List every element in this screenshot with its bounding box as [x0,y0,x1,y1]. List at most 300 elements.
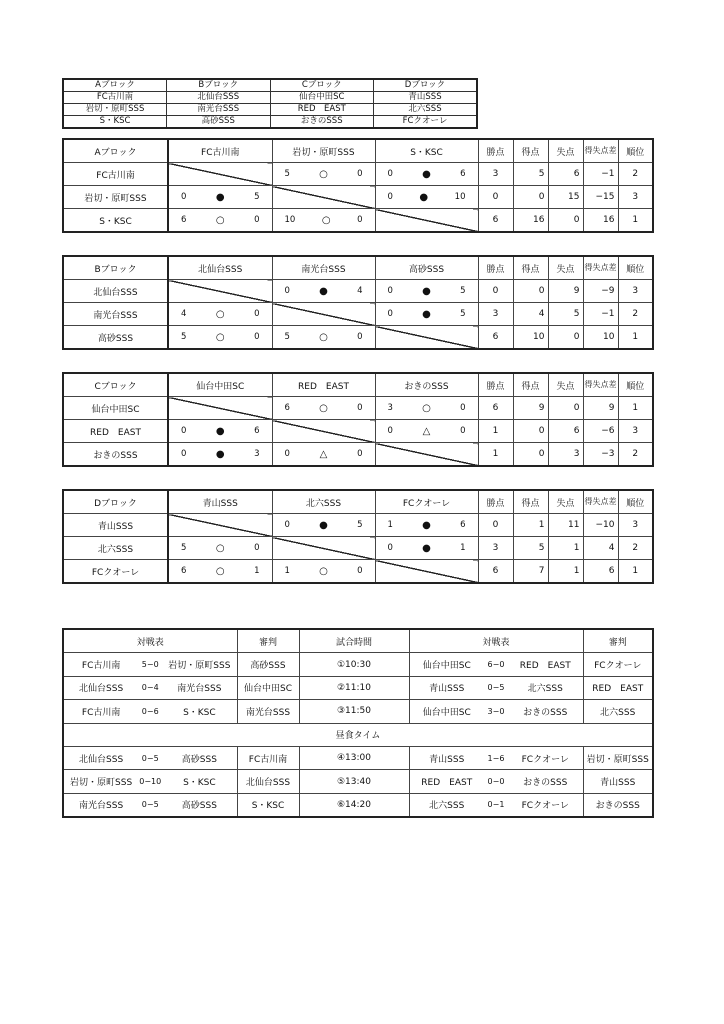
match [410,798,583,811]
result [169,192,272,203]
referee: 高砂SSS [237,653,299,676]
score-against: 0 [254,309,260,319]
opponent-header: 高砂SSS [375,256,478,280]
lunch-break: 昼食タイム [63,723,653,746]
referee: RED EAST [583,676,653,699]
result-cell [375,303,478,326]
away-team: おきのSSS [523,707,568,718]
score-against: 3 [254,449,260,459]
rank: 3 [618,280,653,303]
stat-header-1: 得点 [513,373,548,397]
points: 0 [478,514,513,537]
stat-header-2: 失点 [548,139,583,163]
match [64,752,237,765]
opponent-header: 北仙台SSS [168,256,272,280]
goals-against: 15 [548,186,583,209]
schedule-header-row [63,629,653,653]
score-against: 5 [460,286,466,296]
result-cell [375,537,478,560]
team-name: 南光台SSS [63,303,168,326]
referee: 岩切・原町SSS [583,746,653,769]
block-team: 南光台SSS [167,104,271,116]
away-team: FCクオーレ [521,801,569,812]
team-row [63,186,653,209]
opponent-header: FCクオーレ [375,490,478,514]
team-name: 北仙台SSS [63,280,168,303]
result [273,169,375,180]
match-score: 1−6 [487,753,505,763]
referee: 北仙台SSS [237,770,299,793]
result-cell [272,163,375,186]
match-time: ①10:30 [299,653,409,676]
block-name: Aブロック [63,139,168,163]
score-for: 3 [387,403,393,413]
result-symbol: △ [422,425,431,437]
home-team: FC古川南 [81,707,121,718]
standings-header-row [63,373,653,397]
result-symbol: ○ [321,214,331,226]
stat-header-2: 失点 [548,256,583,280]
score-for: 0 [387,309,393,319]
result-symbol: △ [319,448,328,460]
result-cell [168,420,272,443]
match-cell [63,653,237,676]
rank: 1 [618,397,653,420]
result-symbol: ○ [215,308,225,320]
block-header-row [63,79,477,92]
score-against: 4 [357,286,363,296]
block-row [63,92,477,104]
rank: 1 [618,326,653,350]
result [376,543,478,554]
score-for: 0 [387,426,393,436]
block-team: 岩切・原町SSS [63,104,167,116]
score-against: 1 [254,566,260,576]
goals-for: 5 [513,163,548,186]
match [64,681,237,694]
result-cell [168,443,272,467]
score-for: 5 [284,169,290,179]
away-team: 高砂SSS [181,754,217,765]
block-header: Cブロック [270,79,374,92]
result-cell [168,209,272,233]
goals-against: 6 [548,420,583,443]
goals-for: 0 [513,280,548,303]
stat-header-0: 勝点 [478,373,513,397]
stat-header-1: 得点 [513,490,548,514]
match-cell [63,676,237,699]
team-row [63,420,653,443]
home-team: 青山SSS [429,754,465,765]
block-team: RED EAST [270,104,374,116]
match-cell [409,700,583,723]
score-against: 5 [357,520,363,530]
match [410,681,583,694]
result-symbol: ● [419,191,429,203]
match [410,775,583,788]
team-row [63,443,653,467]
referee: 青山SSS [583,770,653,793]
home-team: 青山SSS [429,684,465,695]
home-team: 仙台中田SC [422,707,471,718]
goals-against: 9 [548,280,583,303]
schedule-row [63,676,653,699]
team-row [63,163,653,186]
goals-against: 1 [548,560,583,584]
result-symbol: ○ [319,402,328,414]
stat-header-4: 順位 [618,256,653,280]
goal-difference: 16 [583,209,618,233]
score-for: 6 [181,566,187,576]
match-time: ③11:50 [299,700,409,723]
match-time: ②11:10 [299,676,409,699]
result-symbol: ● [422,308,431,320]
goals-against: 11 [548,514,583,537]
stat-header-2: 失点 [548,373,583,397]
schedule-row [63,793,653,817]
goals-for: 10 [513,326,548,350]
team-name: 北六SSS [63,537,168,560]
score-against: 0 [254,543,260,553]
block-name: Bブロック [63,256,168,280]
stat-header-1: 得点 [513,139,548,163]
result-cell [272,397,375,420]
points: 1 [478,420,513,443]
goals-against: 0 [548,209,583,233]
diagonal-cell [168,163,272,186]
score-against: 0 [357,449,363,459]
match-score: 0−4 [141,683,159,693]
standings-header-row [63,256,653,280]
schedule-row [63,770,653,793]
opponent-header: 北六SSS [272,490,375,514]
rank: 3 [618,186,653,209]
away-team: S・KSC [183,707,216,718]
schedule-header: 審判 [237,629,299,653]
opponent-header: 仙台中田SC [168,373,272,397]
result [169,449,272,460]
match-score: 3−0 [487,706,505,716]
diagonal-cell [375,209,478,233]
result-symbol: ● [319,519,328,531]
team-row [63,537,653,560]
stat-header-1: 得点 [513,256,548,280]
referee: FC古川南 [237,746,299,769]
goal-difference: 4 [583,537,618,560]
goals-for: 4 [513,303,548,326]
team-name: おきのSSS [63,443,168,467]
goals-for: 1 [513,514,548,537]
home-team: 仙台中田SC [422,661,471,672]
result-cell [375,514,478,537]
stat-header-0: 勝点 [478,490,513,514]
score-for: 4 [181,309,187,319]
goals-against: 6 [548,163,583,186]
match-schedule-table [62,628,654,818]
opponent-header: 岩切・原町SSS [272,139,375,163]
team-name: 仙台中田SC [63,397,168,420]
result [273,332,375,343]
score-against: 6 [460,520,466,530]
score-for: 0 [284,286,290,296]
goal-difference: 6 [583,560,618,584]
result-symbol: ● [422,285,431,297]
block-header: Dブロック [374,79,478,92]
goal-difference: −6 [583,420,618,443]
result [376,309,478,320]
score-for: 6 [181,215,187,225]
score-for: 10 [284,215,296,225]
result [273,449,375,460]
result-cell [168,303,272,326]
score-against: 0 [254,215,260,225]
match [410,658,583,671]
result [169,215,272,226]
referee: 南光台SSS [237,700,299,723]
block-row [63,104,477,116]
diagonal-cell [168,514,272,537]
standings-table-c [62,372,654,467]
home-team: 南光台SSS [79,801,124,812]
match-score: 0−5 [141,800,159,810]
result [273,566,375,577]
score-against: 1 [460,543,466,553]
home-team: 北仙台SSS [79,684,124,695]
home-team: 北仙台SSS [79,754,124,765]
home-team: RED EAST [421,778,473,789]
block-team: S・KSC [63,116,167,129]
stat-header-4: 順位 [618,490,653,514]
match-cell [409,770,583,793]
score-for: 1 [284,566,290,576]
score-against: 6 [254,426,260,436]
team-name: 岩切・原町SSS [63,186,168,209]
team-name: FCクオーレ [63,560,168,584]
diagonal-cell [375,326,478,350]
standings-header-row [63,490,653,514]
score-against: 0 [357,215,363,225]
score-for: 0 [387,169,393,179]
result-symbol: ○ [215,542,225,554]
score-for: 5 [284,332,290,342]
score-for: 1 [387,520,393,530]
result-symbol: ● [319,285,328,297]
match [64,798,237,811]
result [169,426,272,437]
score-for: 0 [181,426,187,436]
team-row [63,326,653,350]
diagonal-cell [168,280,272,303]
result-symbol: ○ [215,331,225,343]
goals-for: 16 [513,209,548,233]
score-against: 0 [357,566,363,576]
team-name: 青山SSS [63,514,168,537]
match-cell [409,793,583,817]
lunch-row [63,723,653,746]
team-name: S・KSC [63,209,168,233]
result-symbol: ● [422,542,431,554]
result [376,426,478,437]
match-cell [409,653,583,676]
goals-against: 3 [548,443,583,467]
result-symbol: ● [215,425,225,437]
team-row [63,280,653,303]
result-cell [375,186,478,209]
score-against: 0 [460,426,466,436]
standings-header-row [63,139,653,163]
rank: 2 [618,163,653,186]
result [169,332,272,343]
block-name: Cブロック [63,373,168,397]
home-team: 岩切・原町SSS [70,778,133,789]
goal-difference: −15 [583,186,618,209]
score-against: 0 [254,332,260,342]
match-time: ④13:00 [299,746,409,769]
opponent-header: 南光台SSS [272,256,375,280]
match-score: 6−0 [487,660,505,670]
rank: 2 [618,303,653,326]
match-score: 0−5 [487,683,505,693]
referee: FCクオーレ [583,653,653,676]
rank: 3 [618,420,653,443]
referee: S・KSC [237,793,299,817]
block-team: FC古川南 [63,92,167,104]
result-symbol: ○ [215,214,225,226]
schedule-row [63,700,653,723]
match [410,705,583,718]
away-team: FCクオーレ [521,754,569,765]
result-cell [272,443,375,467]
stat-header-3: 得失点差 [583,139,618,163]
away-team: 北六SSS [527,684,563,695]
team-row [63,397,653,420]
score-for: 0 [387,192,393,202]
away-team: 南光台SSS [177,684,222,695]
result-symbol: ● [422,168,431,180]
score-against: 0 [357,403,363,413]
result [169,566,272,577]
block-team: 青山SSS [374,92,478,104]
result-cell [168,186,272,209]
stat-header-0: 勝点 [478,139,513,163]
block-team: 北六SSS [374,104,478,116]
points: 3 [478,303,513,326]
stat-header-4: 順位 [618,139,653,163]
points: 3 [478,537,513,560]
goal-difference: −1 [583,303,618,326]
schedule-header: 対戦表 [63,629,237,653]
team-row [63,514,653,537]
diagonal-cell [375,443,478,467]
score-against: 6 [460,169,466,179]
opponent-header: おきのSSS [375,373,478,397]
score-for: 5 [181,332,187,342]
block-assignment-table [62,78,478,129]
result [376,286,478,297]
schedule-header: 審判 [583,629,653,653]
block-team: 仙台中田SC [270,92,374,104]
score-against: 5 [254,192,260,202]
stat-header-4: 順位 [618,373,653,397]
result [376,192,478,203]
goals-for: 0 [513,443,548,467]
match [64,775,237,788]
result [273,215,375,226]
diagonal-cell [272,186,375,209]
schedule-row [63,746,653,769]
goal-difference: −10 [583,514,618,537]
goal-difference: −9 [583,280,618,303]
match-cell [63,793,237,817]
goal-difference: −1 [583,163,618,186]
points: 0 [478,280,513,303]
match-score: 0−6 [141,706,159,716]
referee: おきのSSS [583,793,653,817]
result-cell [168,326,272,350]
away-team: おきのSSS [523,778,568,789]
away-team: 岩切・原町SSS [168,661,231,672]
result [273,520,375,531]
score-against: 5 [460,309,466,319]
goals-against: 1 [548,537,583,560]
match-cell [409,676,583,699]
stat-header-3: 得失点差 [583,256,618,280]
diagonal-cell [272,420,375,443]
goals-for: 9 [513,397,548,420]
match-cell [409,746,583,769]
result [169,309,272,320]
block-team: 高砂SSS [167,116,271,129]
result [376,403,478,414]
referee: 北六SSS [583,700,653,723]
opponent-header: S・KSC [375,139,478,163]
score-for: 0 [387,286,393,296]
stat-header-0: 勝点 [478,256,513,280]
match [64,658,237,671]
result [376,169,478,180]
standings-table-b [62,255,654,350]
points: 0 [478,186,513,209]
result-symbol: ● [215,448,225,460]
team-row [63,209,653,233]
home-team: FC古川南 [81,661,121,672]
score-against: 0 [357,332,363,342]
score-for: 0 [181,449,187,459]
opponent-header: FC古川南 [168,139,272,163]
goal-difference: −3 [583,443,618,467]
result-cell [272,280,375,303]
home-team: 北六SSS [429,801,465,812]
result-cell [375,163,478,186]
result-symbol: ○ [319,168,328,180]
match-cell [63,700,237,723]
result-symbol: ○ [422,402,431,414]
score-against: 0 [357,169,363,179]
result-cell [168,560,272,584]
match-cell [63,770,237,793]
result-cell [272,326,375,350]
match [410,752,583,765]
points: 6 [478,326,513,350]
result-symbol: ○ [215,565,225,577]
away-team: RED EAST [519,661,571,672]
score-for: 6 [284,403,290,413]
result-cell [168,537,272,560]
score-for: 5 [181,543,187,553]
goals-for: 0 [513,420,548,443]
result [273,286,375,297]
result-cell [272,209,375,233]
